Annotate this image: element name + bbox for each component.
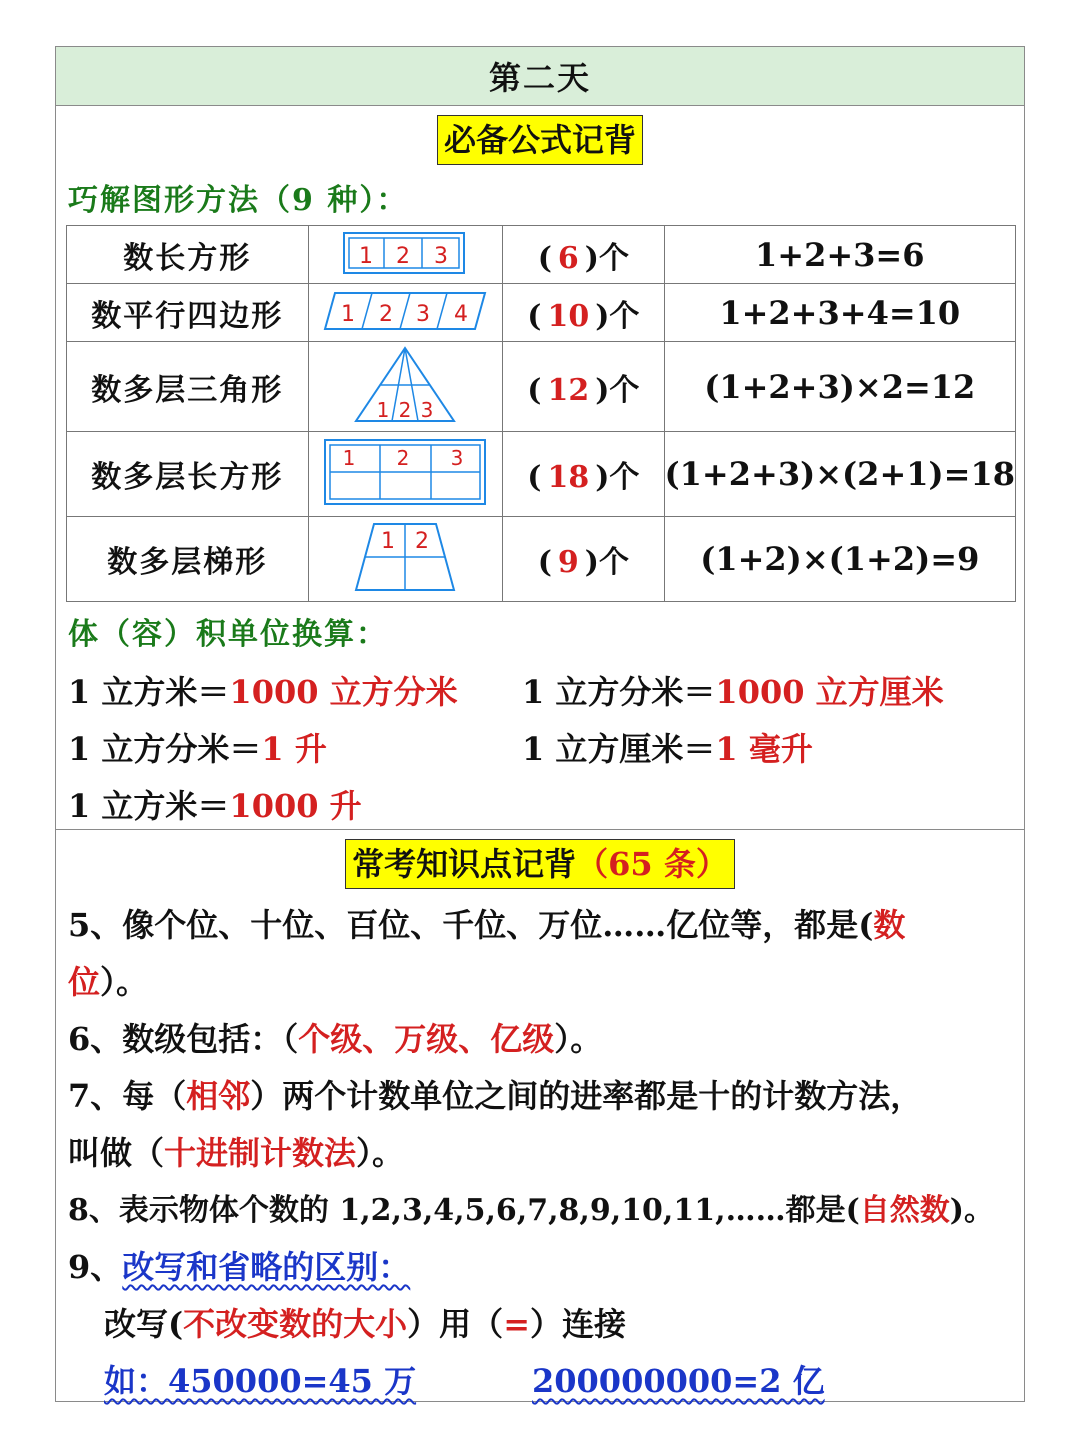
rewrite-rule: 改写(不改变数的大小）用（=）连接 [104, 1305, 627, 1343]
knowledge-item-5: 5、像个位、十位、百位、千位、万位……亿位等，都是(数 [68, 906, 906, 944]
diagram-label: 3 [420, 397, 434, 422]
table-row [67, 517, 1016, 602]
layered-trapezoid-diagram [308, 517, 503, 602]
row-name: 数长方形 [67, 226, 309, 284]
count-cell: ( 18 )个 [503, 432, 664, 517]
diagram-label: 3 [416, 301, 431, 327]
formula-cell: 1+2+3+4=10 [664, 284, 1015, 342]
volume-line: 1 立方分米＝1 升 [68, 730, 327, 768]
count-cell: ( 12 )个 [503, 342, 664, 432]
count-value: 12 [547, 372, 590, 408]
diagram-label: 2 [396, 243, 411, 269]
diagram-label: 2 [379, 301, 394, 327]
figure-methods-title: 巧解图形方法（9 种）： [68, 183, 409, 218]
volume-conversion-title: 体（容）积单位换算： [68, 617, 388, 652]
row-name: 数多层三角形 [67, 342, 309, 432]
volume-line: 1 立方米＝1000 升 [68, 787, 362, 825]
formula-cell: 1+2+3=6 [664, 226, 1015, 284]
rectangle-diagram [308, 226, 503, 284]
diagram-label: 4 [454, 301, 469, 327]
table-row [67, 284, 1016, 342]
count-value: 10 [547, 298, 590, 334]
diagram-label: 3 [450, 446, 464, 470]
volume-line: 1 立方厘米＝1 毫升 [522, 730, 813, 768]
table-row [67, 432, 1016, 517]
formula-cell: (1+2+3)×2=12 [664, 342, 1015, 432]
layered-rectangle-diagram [308, 432, 503, 517]
formula-section-title: 必备公式记背 [437, 115, 643, 165]
rewrite-example-1: 如：450000=45 万 [104, 1362, 417, 1400]
count-value: 6 [557, 240, 579, 276]
row-name: 数多层长方形 [67, 432, 309, 517]
knowledge-item-7: 7、每（相邻）两个计数单位之间的进率都是十的计数方法， [68, 1077, 923, 1115]
volume-line: 1 立方米＝1000 立方分米 [68, 673, 458, 711]
day-title: 第二天 [56, 47, 1024, 106]
section-divider [56, 829, 1024, 830]
rewrite-example-2: 200000000=2 亿 [532, 1362, 825, 1400]
formula-cell: (1+2+3)×(2+1)=18 [664, 432, 1015, 517]
diagram-label: 1 [376, 397, 390, 422]
diagram-label: 2 [398, 397, 412, 422]
diagram-label: 2 [396, 446, 410, 470]
diagram-label: 2 [415, 529, 430, 554]
knowledge-item-8: 8、表示物体个数的 1,2,3,4,5,6,7,8,9,10,11,……都是(自然数)。 [68, 1193, 994, 1228]
count-cell: ( 10 )个 [503, 284, 664, 342]
figure-counting-table [66, 225, 1016, 602]
count-value: 9 [557, 545, 579, 580]
count-value: 18 [547, 460, 590, 495]
diagram-label: 1 [341, 301, 356, 327]
knowledge-section-title: 常考知识点记背（65 条） [345, 839, 735, 889]
table-row [67, 342, 1016, 432]
diagram-label: 1 [381, 529, 396, 554]
table-row [67, 226, 1016, 284]
knowledge-item-7-cont: 叫做（十进制计数法）。 [68, 1134, 405, 1172]
knowledge-item-5-cont: 位）。 [68, 963, 149, 1001]
row-name: 数平行四边形 [67, 284, 309, 342]
parallelogram-diagram [308, 284, 503, 342]
layered-triangle-diagram [308, 342, 503, 432]
diagram-label: 1 [359, 243, 374, 269]
diagram-label: 3 [434, 243, 449, 269]
volume-line: 1 立方分米＝1000 立方厘米 [522, 673, 944, 711]
row-name: 数多层梯形 [67, 517, 309, 602]
knowledge-item-9: 9、改写和省略的区别： [68, 1248, 411, 1286]
diagram-label: 1 [342, 446, 356, 470]
formula-cell: (1+2)×(1+2)=9 [664, 517, 1015, 602]
knowledge-item-6: 6、数级包括：（个级、万级、亿级）。 [68, 1020, 603, 1058]
study-sheet [55, 46, 1025, 1402]
count-cell: ( 6 )个 [503, 226, 664, 284]
count-cell: ( 9 )个 [503, 517, 664, 602]
